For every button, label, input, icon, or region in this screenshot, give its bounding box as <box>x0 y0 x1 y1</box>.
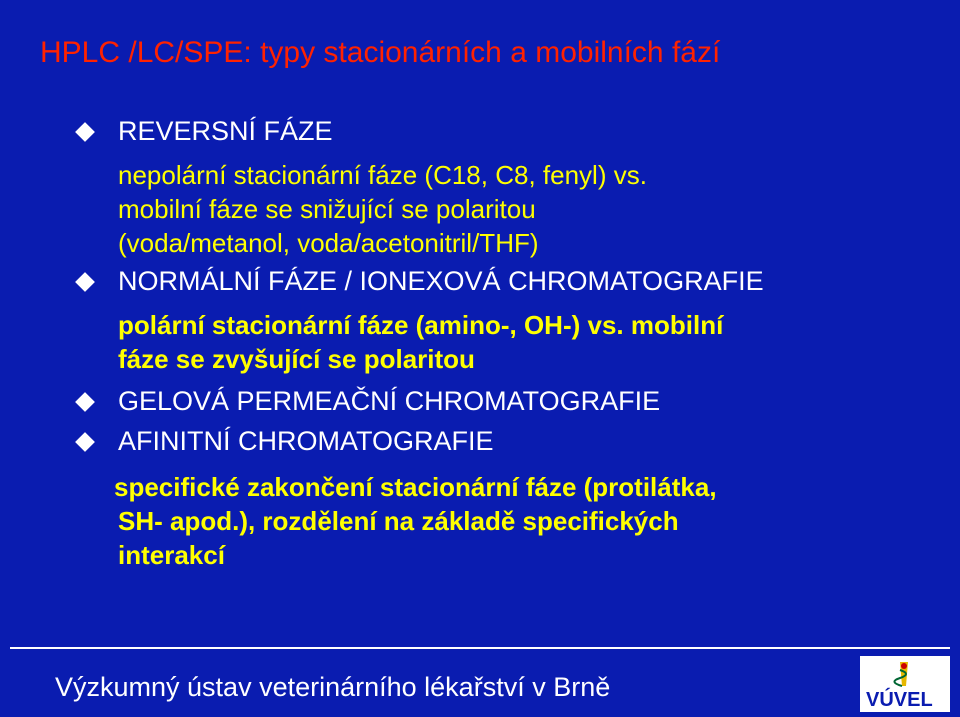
page-title: HPLC /LC/SPE: typy stacionárních a mobilních fází <box>40 36 721 69</box>
section-text-line: fáze se zvyšující se polaritou <box>118 344 475 374</box>
section-text-line: SH- apod.), rozdělení na základě specifických <box>118 506 679 536</box>
section-gel-permeation <box>78 386 660 417</box>
section-heading: REVERSNÍ FÁZE <box>118 116 333 146</box>
section-text-line: polární stacionární fáze (amino-, OH-) vs. mobilní <box>118 310 724 340</box>
footer-divider <box>10 647 950 649</box>
section-heading: GELOVÁ PERMEAČNÍ CHROMATOGRAFIE <box>118 386 661 416</box>
svg-text:VÚVEL: VÚVEL <box>866 689 933 711</box>
footer-institution: Výzkumný ústav veterinárního lékařství v Brně <box>55 672 611 702</box>
section-text-line: nepolární stacionární fáze (C18, C8, fenyl) vs. <box>118 160 647 190</box>
diamond-bullet-icon <box>75 432 95 452</box>
section-reversed-phase <box>78 116 333 147</box>
section-text-line: specifické zakončení stacionární fáze (protilátka, <box>114 472 717 502</box>
vuvel-logo <box>860 656 950 712</box>
section-text-line: interakcí <box>118 540 225 570</box>
diamond-bullet-icon <box>75 392 95 412</box>
section-text-line: mobilní fáze se snižující se polaritou <box>118 194 536 224</box>
section-text-line: (voda/metanol, voda/acetonitril/THF) <box>118 228 539 258</box>
section-affinity <box>78 426 494 457</box>
diamond-bullet-icon <box>75 272 95 292</box>
diamond-bullet-icon <box>75 122 95 142</box>
section-heading: NORMÁLNÍ FÁZE / IONEXOVÁ CHROMATOGRAFIE <box>118 266 764 296</box>
section-heading: AFINITNÍ CHROMATOGRAFIE <box>118 426 494 456</box>
section-normal-phase <box>78 266 764 297</box>
